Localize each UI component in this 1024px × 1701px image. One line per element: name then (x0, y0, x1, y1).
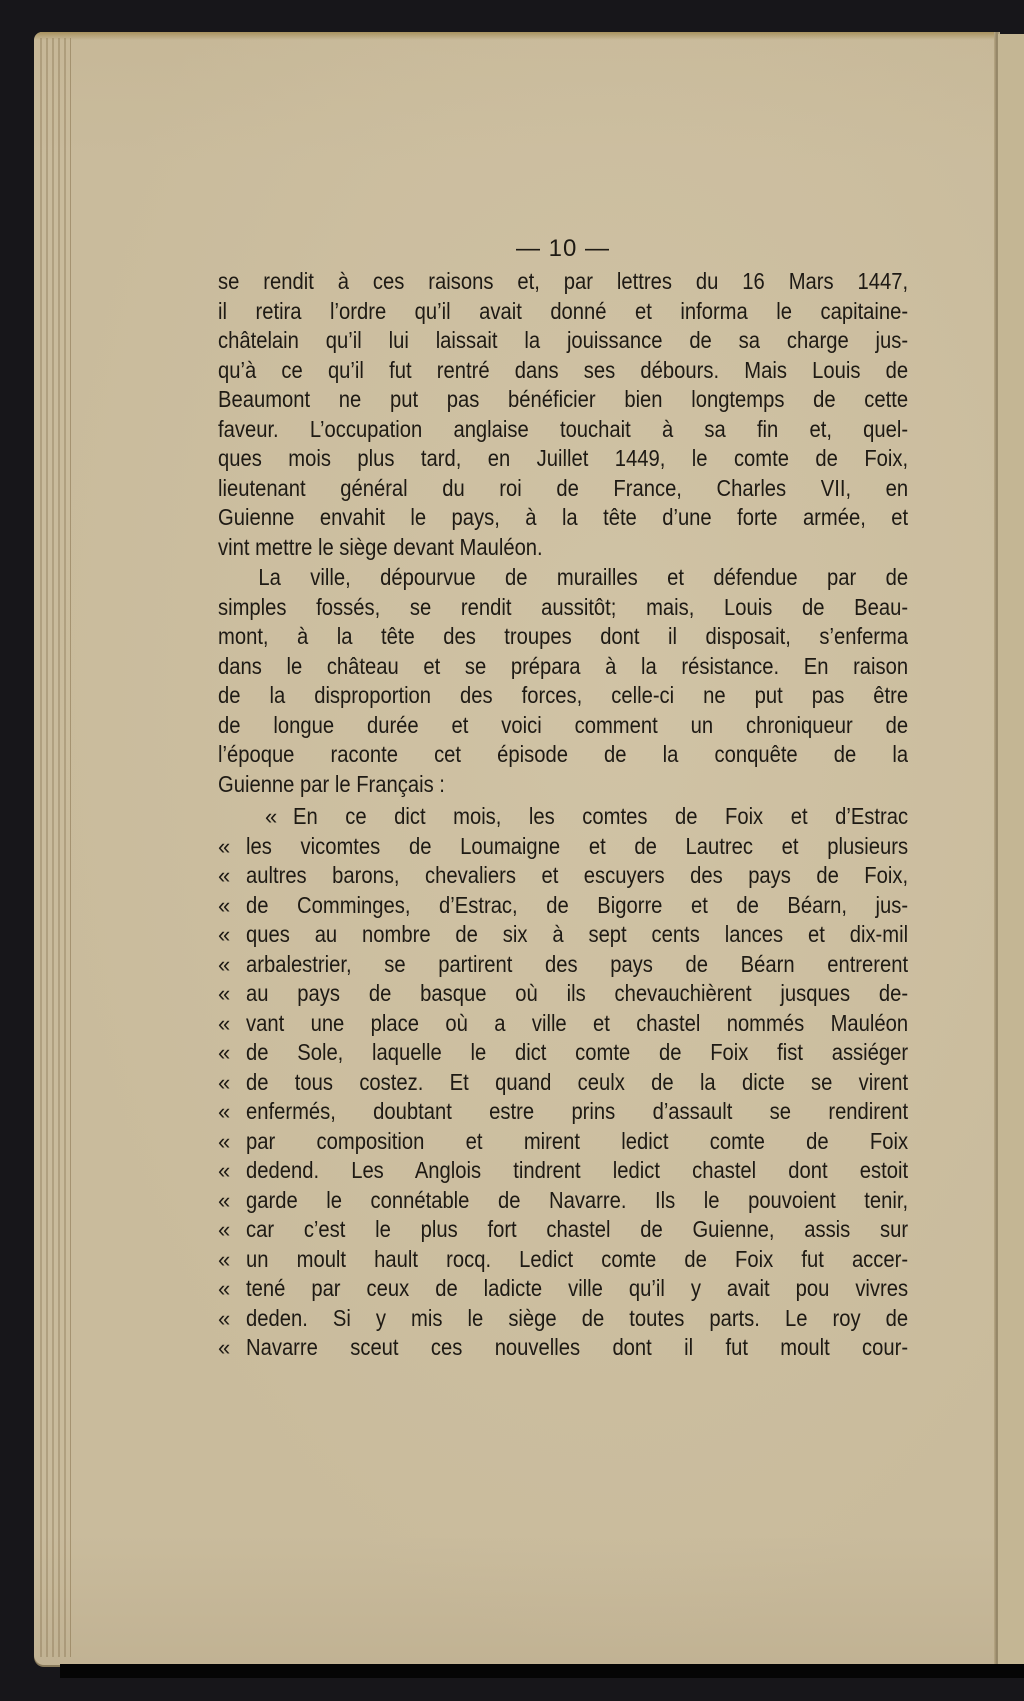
page-bottom-shadow (60, 1664, 1024, 1678)
guillemet: « (218, 951, 231, 977)
quote-line: « de Sole, laquelle le dict comte de Foix fist assiéger (218, 1038, 908, 1068)
quote-line: « Navarre sceut ces nouvelles dont il fut moult cour- (218, 1333, 908, 1363)
guillemet: « (218, 1128, 231, 1154)
quote-line: « les vicomtes de Loumaigne et de Lautrec et plusieurs (218, 832, 908, 862)
text-line: ques mois plus tard, en Juillet 1449, le comte de Foix, (218, 445, 908, 471)
text-line: châtelain qu’il lui laissait la jouissance de sa charge jus- (218, 327, 908, 353)
text-line: mont, à la tête des troupes dont il disposait, s’enferma (218, 623, 908, 649)
text-line: lieutenant général du roi de France, Charles VII, en (218, 474, 908, 501)
text-line: La ville, dépourvue de murailles et défendue par de (258, 564, 908, 590)
quotation-block (218, 802, 908, 1363)
guillemet: « (218, 1158, 231, 1183)
quote-line: « car c’est le plus fort chastel de Guienne, assis sur (218, 1215, 908, 1245)
guillemet: « (218, 833, 231, 859)
quote-line: « tené par ceux de ladicte ville qu’il y avait pou vivres (218, 1274, 908, 1304)
text-line: faveur. L’occupation anglaise touchait à sa fin et, quel- (218, 415, 908, 442)
text-line: Beaumont ne put pas bénéficier bien longtemps de cette (218, 386, 908, 412)
quote-line: « de Comminges, d’Estrac, de Bigorre et de Béarn, jus- (218, 891, 908, 921)
guillemet: « (218, 892, 231, 918)
quote-line: « enfermés, doubtant estre prins d’assault se rendirent (218, 1097, 908, 1127)
quote-line: « arbalestrier, se partirent des pays de Béarn entrerent (218, 950, 908, 980)
guillemet: « (218, 922, 231, 947)
paragraph-1 (218, 267, 908, 562)
page-top-edge (34, 32, 998, 40)
page-number: — 10 — (515, 235, 611, 262)
text-line: dans le château et se prépara à la résistance. En raison (218, 652, 908, 679)
guillemet: « (218, 863, 231, 888)
guillemet: « (218, 1187, 231, 1213)
guillemet: « (218, 1217, 231, 1242)
text-line: vint mettre le siège devant Mauléon. (218, 533, 543, 560)
quote-line: « dedend. Les Anglois tindrent ledict chastel dont estoit (218, 1156, 908, 1186)
text-line: se rendit à ces raisons et, par lettres du 16 Mars 1447, (218, 268, 908, 294)
text-line: qu’à ce qu’il fut rentré dans ses débours. Mais Louis de (218, 356, 908, 383)
quote-line: « vant une place où a ville et chastel nommés Mauléon (218, 1009, 908, 1039)
guillemet: « (218, 1276, 231, 1301)
quote-line: « garde le connétable de Navarre. Ils le pouvoient tenir, (218, 1186, 908, 1216)
guillemet: « (218, 1010, 231, 1036)
text-line: Guienne par le Français : (218, 770, 445, 797)
text-line: de la disproportion des forces, celle-ci ne put pas être (218, 682, 908, 708)
quote-line: « de tous costez. Et quand ceulx de la dicte se virent (218, 1068, 908, 1098)
adjacent-page-edge (998, 34, 1024, 1664)
guillemet: « (218, 1335, 231, 1360)
guillemet: « (218, 981, 231, 1006)
quote-line: « un moult hault rocq. Ledict comte de Foix fut accer- (218, 1245, 908, 1275)
guillemet: « (218, 1305, 231, 1331)
quote-line: « par composition et mirent ledict comte de Foix (218, 1127, 908, 1157)
paragraph-2 (218, 563, 908, 799)
guillemet: « (218, 1099, 231, 1124)
page-stack-edge (36, 38, 71, 1657)
text-line: l’époque raconte cet épisode de la conquête de la (218, 741, 908, 767)
quote-line: « deden. Si y mis le siège de toutes parts. Le roy de (218, 1304, 908, 1334)
text-line: de longue durée et voici comment un chroniqueur de (218, 711, 908, 738)
guillemet: « (218, 1069, 231, 1095)
text-line: simples fossés, se rendit aussitôt; mais, Louis de Beau- (218, 593, 908, 620)
guillemet: « (265, 804, 278, 829)
quote-line: « au pays de basque où ils chevauchièrent jusques de- (218, 979, 908, 1009)
text-line: Guienne envahit le pays, à la tête d’une forte armée, et (218, 504, 908, 530)
quote-line: « ques au nombre de six à sept cents lances et dix-mil (218, 920, 908, 950)
quote-line: « aultres barons, chevaliers et escuyers des pays de Foix, (218, 861, 908, 891)
text-line: il retira l’ordre qu’il avait donné et informa le capitaine- (218, 297, 908, 324)
guillemet: « (218, 1040, 231, 1065)
guillemet: « (218, 1246, 231, 1272)
quote-line: « En ce dict mois, les comtes de Foix et d’Estrac (218, 802, 908, 832)
